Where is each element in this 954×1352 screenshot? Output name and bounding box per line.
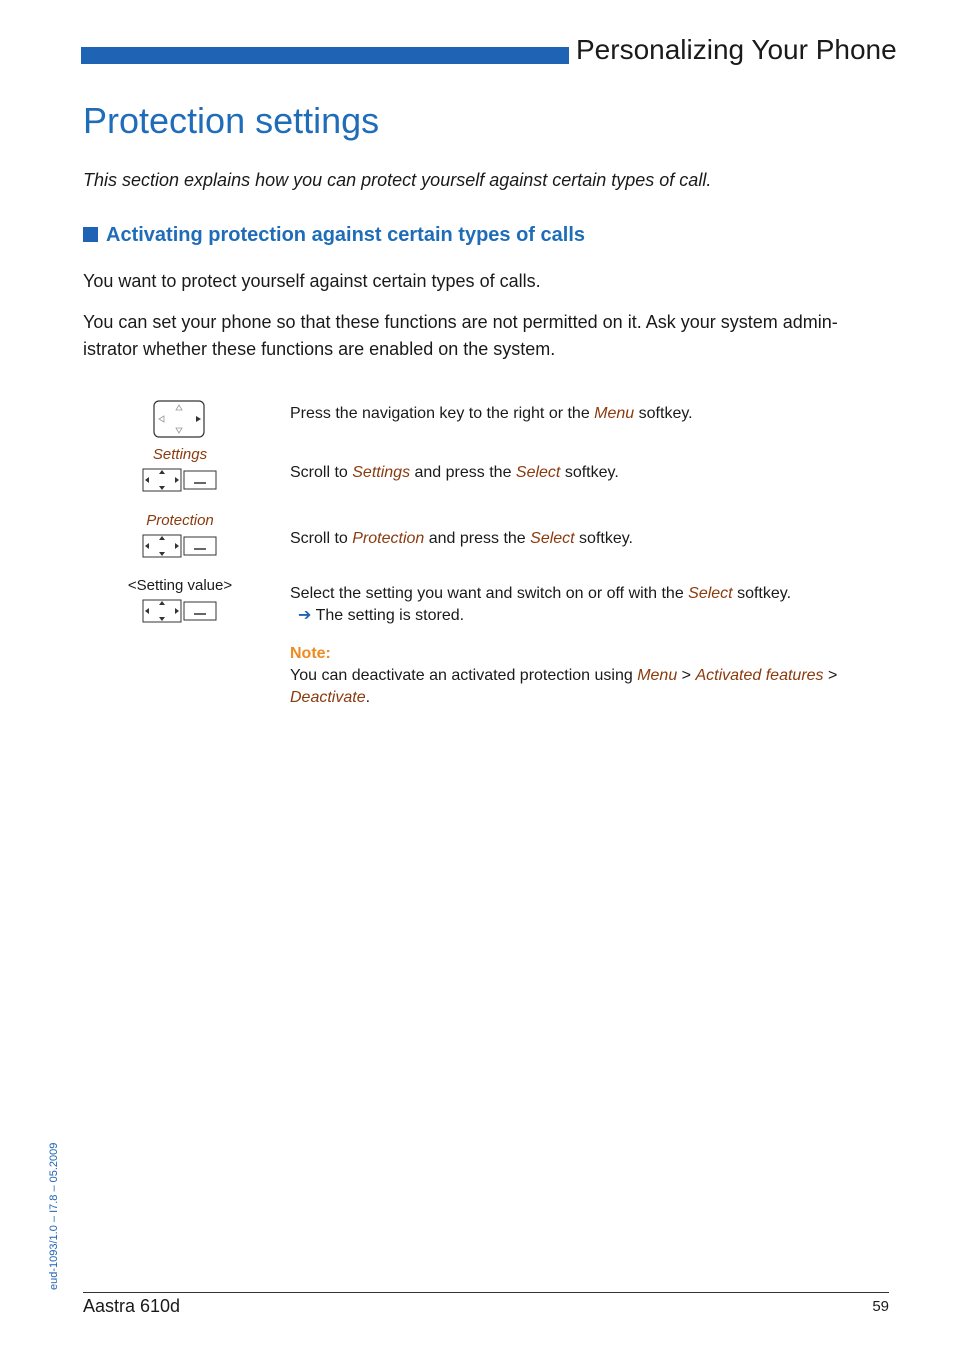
step-4-icon-col xyxy=(120,577,240,631)
square-bullet-icon xyxy=(83,227,98,242)
step-2-icon-col xyxy=(120,446,240,500)
note-label: Note: xyxy=(290,645,331,662)
intro-text: This section explains how you can protect yourself against certain types of call. xyxy=(83,170,712,190)
doc-code: eud-1093/1.0 – I7.8 – 05.2009 xyxy=(48,1142,60,1290)
nav-softkey-icon xyxy=(141,531,219,561)
paragraph-2: You can set your phone so that these functions are not permitted on it. Ask your system admin- istrator whether these functions are enabled on the system. xyxy=(83,312,838,359)
step-3-icon-col xyxy=(120,512,240,566)
section-heading xyxy=(83,224,585,247)
step-2-text: Scroll to Settings and press the Select softkey. xyxy=(290,464,619,481)
page-title: Protection settings xyxy=(83,100,380,141)
settings-label: Settings xyxy=(152,446,208,463)
step-1-text: Press the navigation key to the right or the Menu softkey. xyxy=(290,405,693,422)
result-arrow-icon: ➔ xyxy=(298,607,312,624)
note-block xyxy=(290,643,890,709)
nav-softkey-icon xyxy=(141,465,219,495)
protection-label: Protection xyxy=(146,512,214,529)
header-title: Personalizing Your Phone xyxy=(576,34,897,65)
page-number: 59 xyxy=(872,1298,889,1315)
setting-value-label: <Setting value> xyxy=(127,577,233,594)
result-text: The setting is stored. xyxy=(315,607,465,624)
note-text: You can deactivate an activated protection using Menu > Activated features > Deactivate. xyxy=(290,667,838,706)
step-1-icon-col xyxy=(120,400,240,445)
step-4-text: Select the setting you want and switch on or off with the Select softkey. ➔ The setting is stored. xyxy=(290,585,792,624)
nav-softkey-icon xyxy=(141,596,219,626)
menu-keyword: Menu xyxy=(594,405,635,422)
step-3-text: Scroll to Protection and press the Select softkey. xyxy=(290,530,633,547)
paragraph-1: You want to protect yourself against certain types of calls. xyxy=(83,271,541,291)
navigation-key-icon xyxy=(153,400,207,440)
footer-product: Aastra 610d xyxy=(83,1296,181,1316)
footer-rule xyxy=(83,1292,889,1293)
header-bar xyxy=(81,47,569,64)
section-heading-text: Activating protection against certain types of calls xyxy=(106,224,586,246)
